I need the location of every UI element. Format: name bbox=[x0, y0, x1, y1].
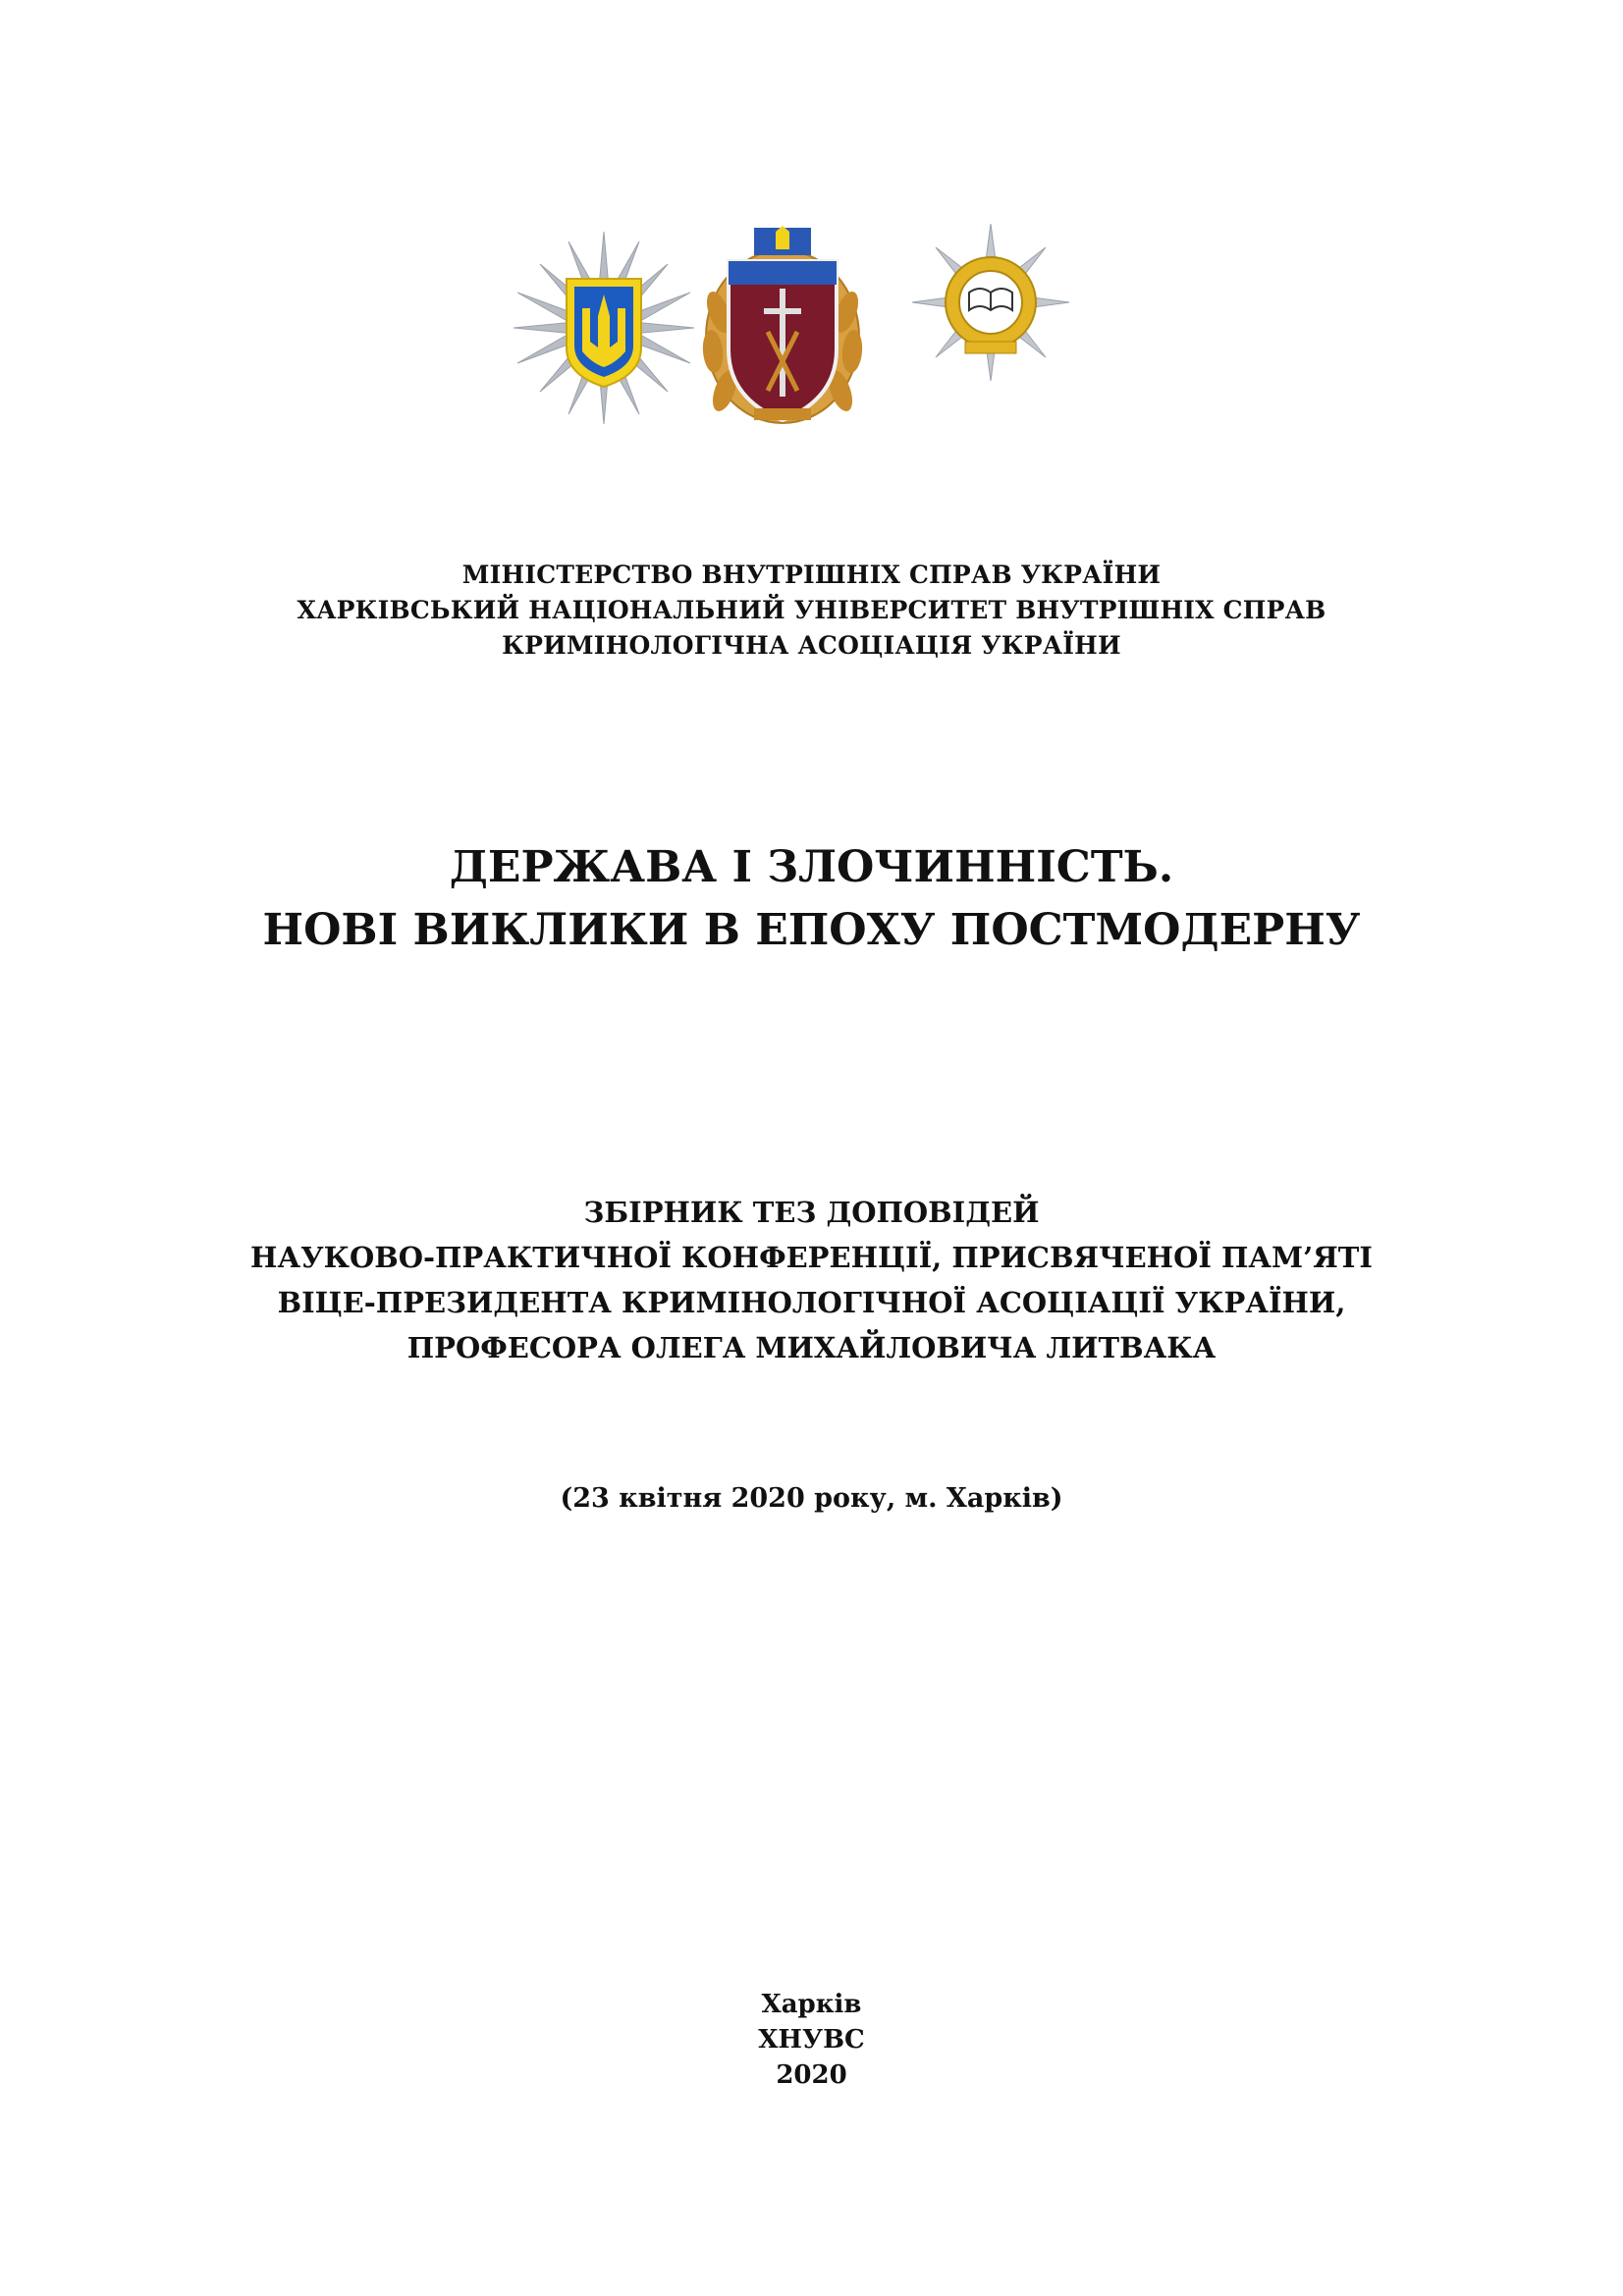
imprint-city: Харків bbox=[761, 1990, 862, 2019]
imprint bbox=[0, 1987, 1623, 2093]
ministry-star-trident-icon bbox=[511, 230, 697, 426]
criminology-book-star-icon bbox=[907, 224, 1074, 381]
subtitle-line: ВІЦЕ-ПРЕЗИДЕНТА КРИМІНОЛОГІЧНОЇ АСОЦІАЦІЇ УКРАЇНИ, bbox=[277, 1286, 1346, 1319]
university-shield-sword-icon bbox=[699, 224, 866, 430]
organizations bbox=[0, 558, 1623, 664]
subtitle-line: ЗБІРНИК ТЕЗ ДОПОВІДЕЙ bbox=[583, 1196, 1040, 1229]
document-title bbox=[0, 836, 1623, 962]
imprint-publisher: ХНУВС bbox=[758, 2025, 865, 2055]
title-line: НОВІ ВИКЛИКИ В ЕПОХУ ПОСТМОДЕРНУ bbox=[262, 905, 1361, 955]
organization-line: КРИМІНОЛОГІЧНА АСОЦІАЦІЯ УКРАЇНИ bbox=[502, 631, 1121, 660]
conference-date-place: (23 квітня 2020 року, м. Харків) bbox=[560, 1483, 1063, 1514]
organization-line: МІНІСТЕРСТВО ВНУТРІШНІХ СПРАВ УКРАЇНИ bbox=[461, 561, 1162, 589]
subtitle-line: НАУКОВО-ПРАКТИЧНОЇ КОНФЕРЕНЦІЇ, ПРИСВЯЧЕНОЇ ПАМ’ЯТІ bbox=[250, 1241, 1373, 1274]
imprint-year: 2020 bbox=[776, 2060, 847, 2090]
document-subtitle bbox=[0, 1190, 1623, 1370]
subtitle-line: ПРОФЕСОРА ОЛЕГА МИХАЙЛОВИЧА ЛИТВАКА bbox=[406, 1331, 1217, 1364]
organization-line: ХАРКІВСЬКИЙ НАЦІОНАЛЬНИЙ УНІВЕРСИТЕТ ВНУТРІШНІХ СПРАВ bbox=[297, 596, 1326, 624]
logos-row bbox=[0, 224, 1623, 440]
title-line: ДЕРЖАВА І ЗЛОЧИННІСТЬ. bbox=[449, 842, 1174, 892]
